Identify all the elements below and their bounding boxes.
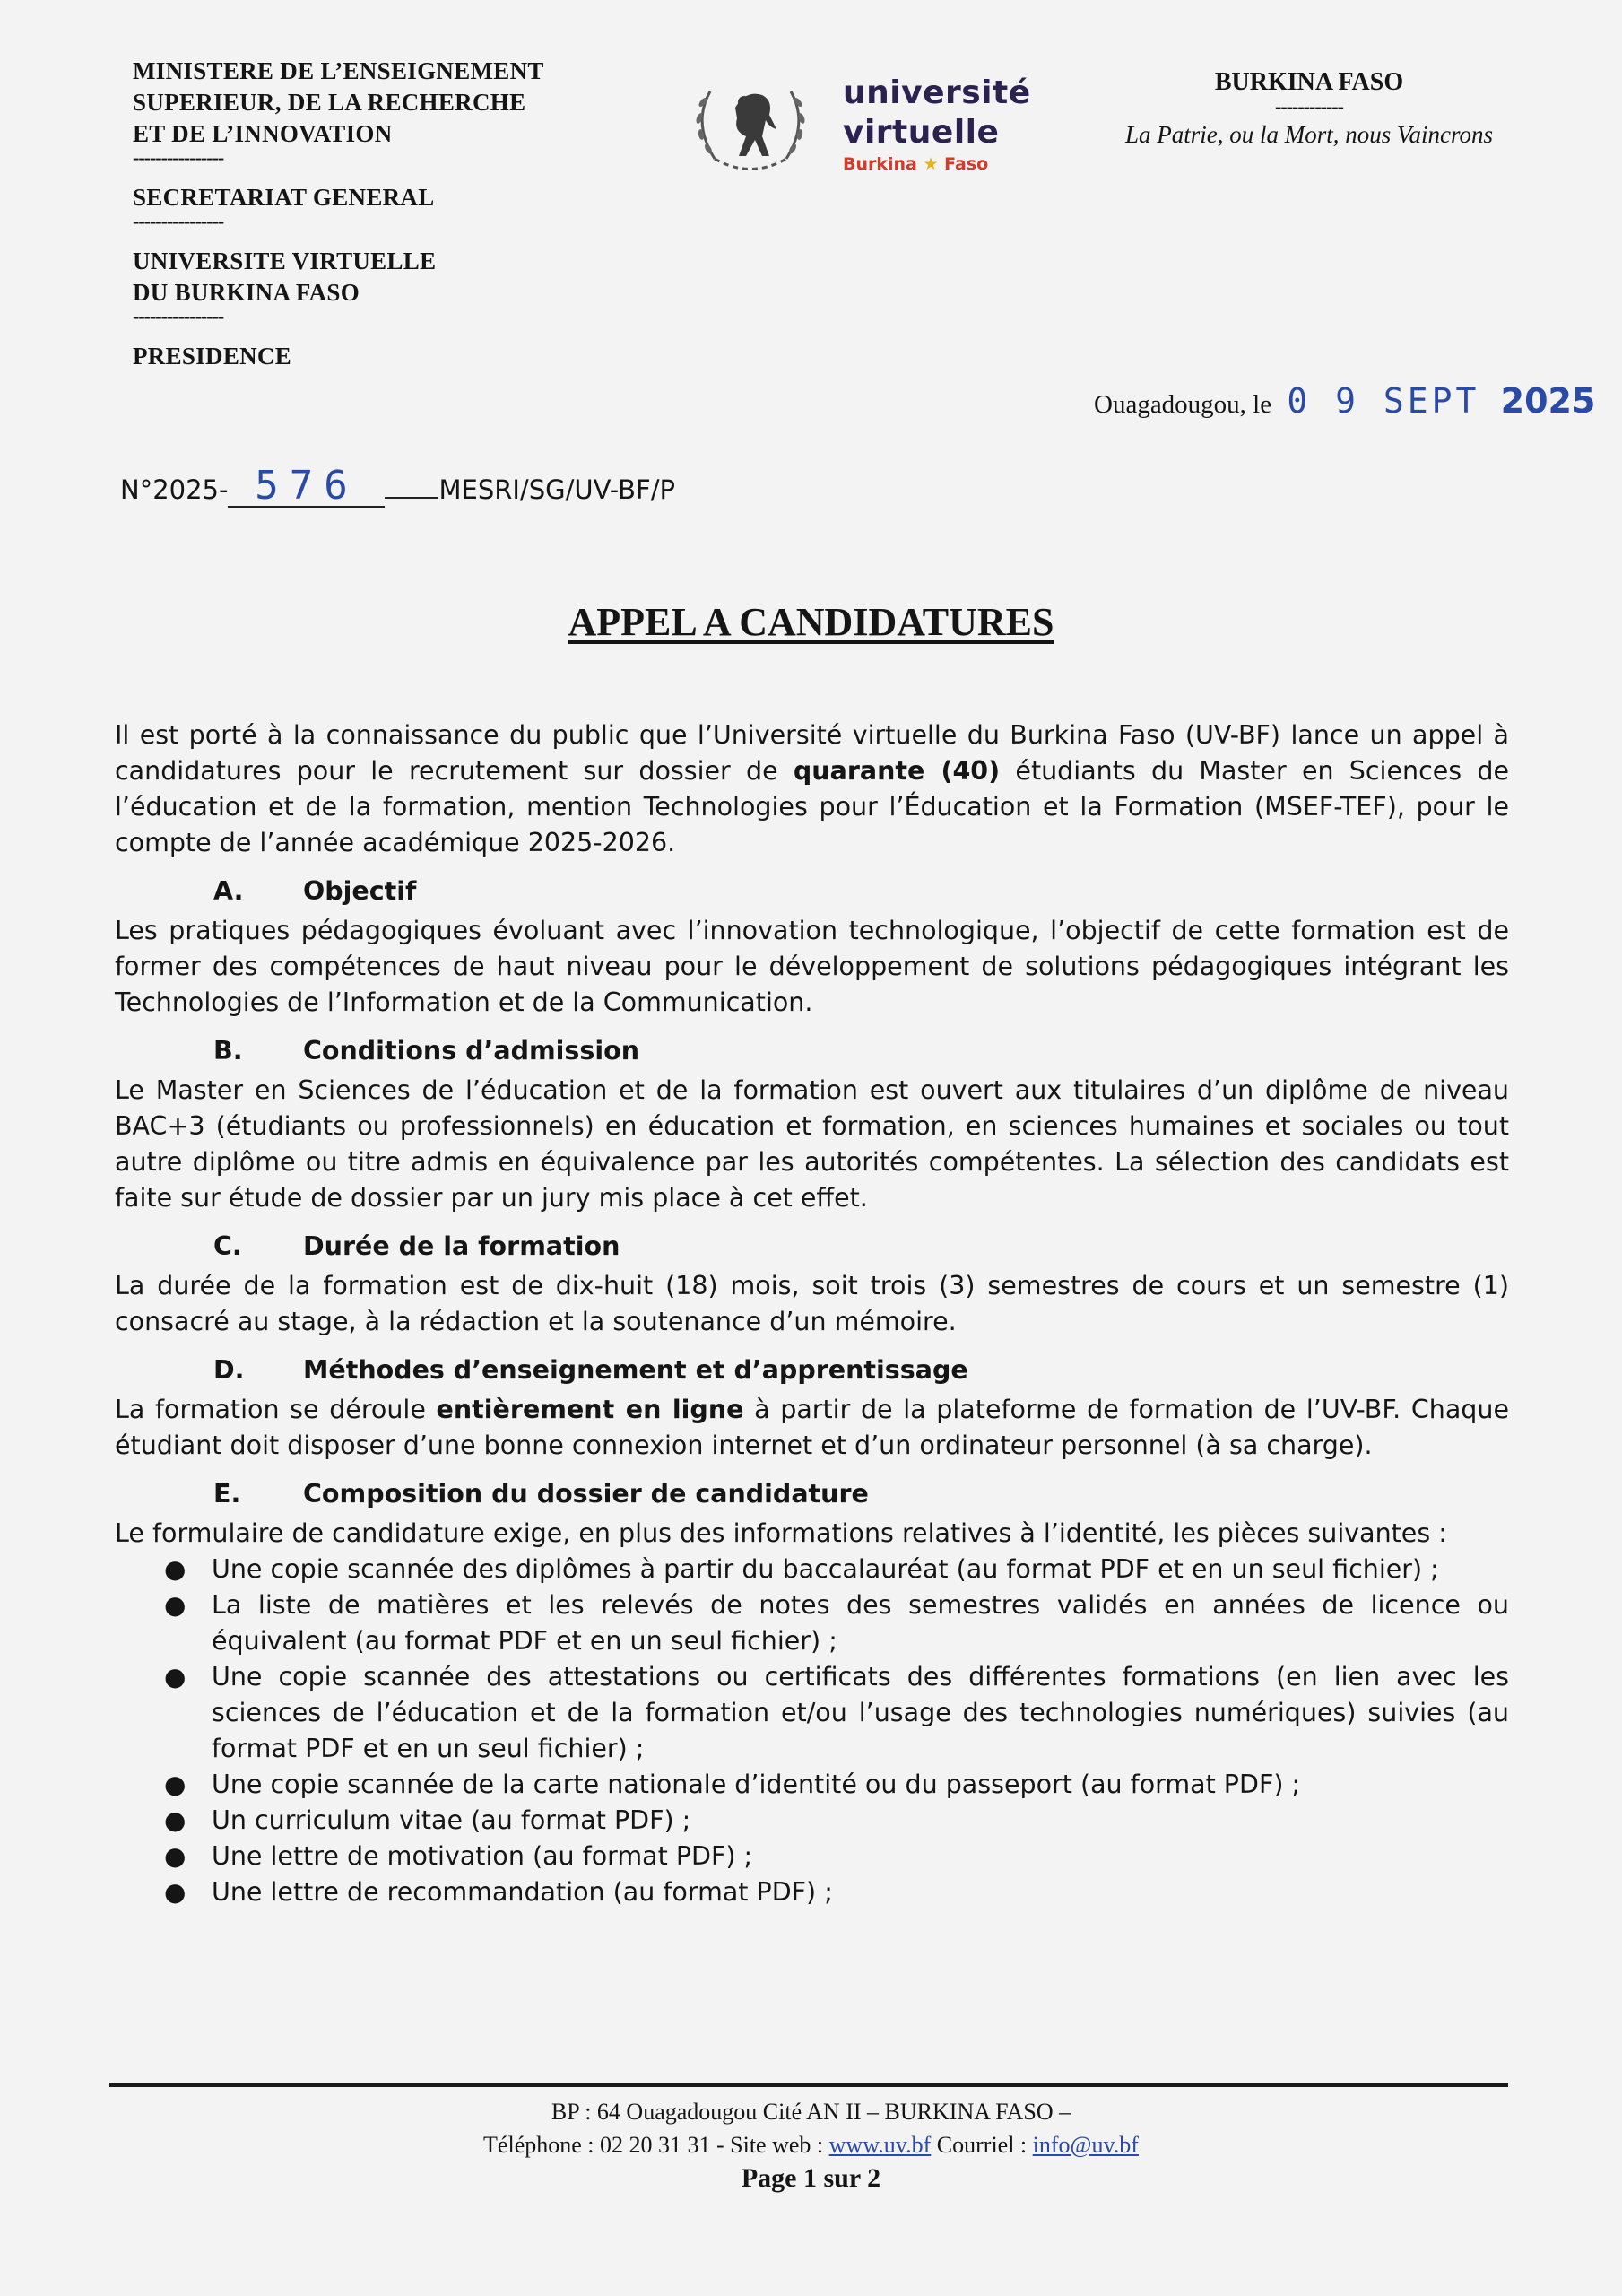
bullet-icon: ● (164, 1770, 186, 1799)
university-logo (683, 68, 1031, 194)
list-item: ● Une copie scannée des diplômes à partir du baccalauréat (au format PDF et en un seul fichier) ; (115, 1552, 1509, 1587)
reference-suffix: MESRI/SG/UV-BF/P (438, 474, 675, 505)
country-name: BURKINA FASO (1214, 68, 1404, 96)
reference-number: 576 (228, 466, 385, 508)
list-item: ● Un curriculum vitae (au format PDF) ; (115, 1803, 1509, 1839)
email-link[interactable]: info@uv.bf (1032, 2132, 1139, 2158)
footer-contact: Téléphone : 02 20 31 31 - Site web : www.uv.bf Courriel : info@uv.bf (483, 2132, 1139, 2158)
bullet-icon: ● (164, 1805, 186, 1835)
website-link[interactable]: www.uv.bf (828, 2132, 932, 2158)
national-motto: La Patrie, ou la Mort, nous Vaincrons (1124, 121, 1493, 148)
header-divider: ---------------- (133, 305, 224, 327)
logo-word-universite: université (843, 74, 1031, 111)
logo-sub-burkina: Burkina (843, 154, 917, 174)
page-footer (0, 2095, 1622, 2195)
document-body (115, 718, 1509, 1910)
section-d-text: La formation se déroule entièrement en ligne à partir de la plateforme de formation de l’UV-BF. Chaque étudiant doit disposer d’une bonne connexion internet et d’un ordinateur personnel (à sa charge). (115, 1395, 1509, 1460)
page-number: Page 1 sur 2 (741, 2163, 881, 2193)
horse-emblem-icon (683, 74, 818, 181)
footer-divider (109, 2083, 1508, 2087)
bullet-icon: ● (164, 1877, 186, 1907)
header-divider: ---------------- (133, 210, 224, 232)
header-divider: ---------------- (133, 146, 224, 169)
reference-number-line (120, 463, 675, 509)
ministry-line-3: ET DE L’INNOVATION (133, 120, 393, 147)
footer-address: BP : 64 Ouagadougou Cité AN II – BURKINA FASO – (551, 2099, 1071, 2125)
ministry-line-2: SUPERIEUR, DE LA RECHERCHE (133, 89, 526, 116)
section-b-text: Le Master en Sciences de l’éducation et de la formation est ouvert aux titulaires d’un diplôme de niveau BAC+3 (étudiants ou professionnels) en éducation et formation, en sciences humaines et sociales ou tout autre diplôme ou titre admis en équivalence par les autorités compétentes. La sélection des candidats est faite sur étude de dossier par un jury mis place à cet effet. (115, 1075, 1509, 1213)
intro-paragraph: Il est porté à la connaissance du public que l’Université virtuelle du Burkina Faso (UV-BF) lance un appel à candidatures pour le recrutement sur dossier de quarante (40) étudiants du Master en Sciences de l’éducation et de la formation, mention Technologies pour l’Éducation et la Formation (MSEF-TEF), pour le compte de l’année académique 2025-2026. (115, 720, 1509, 857)
section-d-heading: D. Méthodes d’enseignement et d’apprentissage (213, 1355, 968, 1385)
ministry-line-1: MINISTERE DE L’ENSEIGNEMENT (133, 57, 544, 84)
list-item: ● Une lettre de recommandation (au format PDF) ; (115, 1874, 1509, 1910)
university-line-1: UNIVERSITE VIRTUELLE (133, 248, 437, 274)
section-e-heading: E. Composition du dossier de candidature (213, 1479, 869, 1509)
bullet-icon: ● (164, 1554, 186, 1584)
list-item: ● Une lettre de motivation (au format PDF) ; (115, 1839, 1509, 1874)
intro-bold-count: quarante (40) (793, 756, 1001, 786)
section-c-heading: C. Durée de la formation (213, 1231, 620, 1261)
list-item: ● Une copie scannée des attestations ou certificats des différentes formations (en lien avec les sciences de l’éducation et de la formation et/ou l’usage des technologies numériques) suivies (au format PDF et en un seul fichier) ; (115, 1659, 1509, 1767)
section-c-text: La durée de la formation est de dix-huit (18) mois, soit trois (3) semestres de cours et un semestre (1) consacré au stage, à la rédaction et la soutenance d’un mémoire. (115, 1271, 1509, 1336)
list-item: ● La liste de matières et les relevés de notes des semestres validés en années de licence ou équivalent (au format PDF et en un seul fichier) ; (115, 1587, 1509, 1659)
logo-star-icon: ★ (923, 154, 939, 174)
list-item: ● Une copie scannée de la carte nationale d’identité ou du passeport (au format PDF) ; (115, 1767, 1509, 1803)
date-prefix: Ouagadougou, le (1094, 390, 1272, 419)
date-stamp: 0 9 SEPT (1287, 381, 1480, 421)
bullet-icon: ● (164, 1841, 186, 1871)
presidence-line: PRESIDENCE (133, 343, 292, 370)
secretariat-line: SECRETARIAT GENERAL (133, 184, 435, 211)
date-line (1094, 381, 1595, 421)
required-documents-list (115, 1552, 1509, 1910)
country-divider: ------------ (1275, 95, 1343, 117)
document-title: APPEL A CANDIDATURES (568, 600, 1054, 644)
section-e-text: Le formulaire de candidature exige, en plus des informations relatives à l’identité, les pièces suivantes : (115, 1518, 1447, 1548)
section-b-heading: B. Conditions d’admission (213, 1036, 639, 1065)
logo-sub-faso: Faso (944, 154, 989, 174)
date-stamp-year: 2025 (1500, 381, 1596, 421)
reference-prefix: N°2025- (120, 474, 229, 505)
bullet-icon: ● (164, 1662, 186, 1692)
logo-word-virtuelle: virtuelle (843, 114, 1000, 151)
bullet-icon: ● (164, 1590, 186, 1620)
section-a-text: Les pratiques pédagogiques évoluant avec l’innovation technologique, l’objectif de cette formation est de former des compétences de haut niveau pour le développement de solutions pédagogiques intégrant les Technologies de l’Information et de la Communication. (115, 916, 1509, 1017)
ministry-header (133, 56, 635, 372)
university-line-2: DU BURKINA FASO (133, 279, 360, 306)
section-a-heading: A. Objectif (213, 876, 417, 906)
country-header (1085, 65, 1533, 156)
